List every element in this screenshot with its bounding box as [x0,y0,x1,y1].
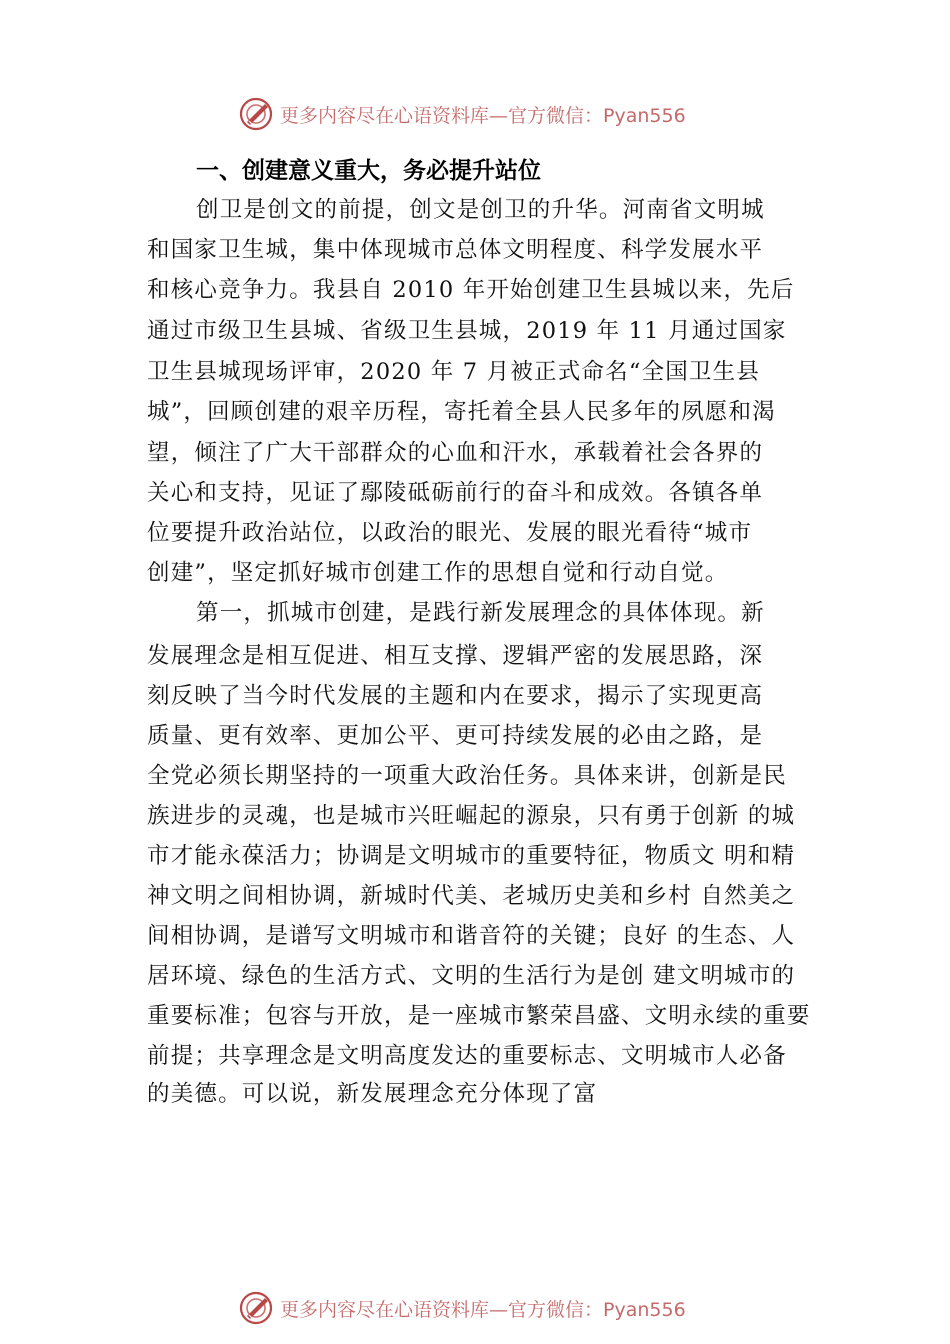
section-heading: 一、创建意义重大，务必提升站位 [196,158,541,184]
paragraph-2-line: 间相协调，是谱写文明城市和谐音符的关键；良好 的生态、人 [147,923,796,949]
paragraph-1-line: 和国家卫生城，集中体现城市总体文明程度、科学发展水平 [147,237,764,263]
paragraph-2-line: 族进步的灵魂，也是城市兴旺崛起的源泉，只有勇于创新 的城 [147,803,796,829]
header-banner [238,94,738,134]
paragraph-2-line: 第一，抓城市创建，是践行新发展理念的具体体现。新 [196,600,765,626]
paragraph-1-line: 创卫是创文的前提，创文是创卫的升华。河南省文明城 [196,197,765,223]
paragraph-2-line: 居环境、绿色的生活方式、文明的生活行为是创 建文明城市的 [147,963,796,989]
paragraph-2-line: 神文明之间相协调，新城时代美、老城历史美和乡村 自然美之 [147,883,796,909]
paragraph-2-line: 重要标准；包容与开放，是一座城市繁荣昌盛、文明永续的重要 [147,1003,811,1029]
footer-banner [238,1288,738,1328]
wechat-id: Pyan556 [603,104,686,127]
banner-label: 更多内容尽在心语资料库—官方微信： [280,104,604,127]
paragraph-2-line: 发展理念是相互促进、相互支撑、逻辑严密的发展思路，深 [147,643,764,669]
paragraph-2-line: 市才能永葆活力；协调是文明城市的重要特征，物质文 明和精 [147,843,796,869]
paragraph-1-line: 卫生县城现场评审，2020 年 7 月被正式命名“全国卫生县 [147,359,761,385]
paragraph-2-line: 前提；共享理念是文明高度发达的重要标志、文明城市人必备 [147,1043,787,1069]
paragraph-2-line: 全党必须长期坚持的一项重大政治任务。具体来讲，创新是民 [147,763,787,789]
brand-logo-icon [238,96,274,132]
paragraph-2-line: 质量、更有效率、更加公平、更可持续发展的必由之路，是 [147,723,764,749]
paragraph-1-line: 望，倾注了广大干部群众的心血和汗水，承载着社会各界的 [147,440,764,466]
brand-logo-icon [238,1290,274,1326]
banner-text [280,1295,686,1322]
paragraph-2-line: 的美德。可以说，新发展理念充分体现了富 [147,1081,598,1107]
paragraph-1-line: 城”，回顾创建的艰辛历程，寄托着全县人民多年的夙愿和渴 [147,399,776,425]
paragraph-2-line: 刻反映了当今时代发展的主题和内在要求，揭示了实现更高 [147,683,764,709]
paragraph-1-line: 创建”，坚定抓好城市创建工作的思想自觉和行动自觉。 [147,560,729,586]
banner-label: 更多内容尽在心语资料库—官方微信： [280,1298,604,1321]
paragraph-1-line: 和核心竞争力。我县自 2010 年开始创建卫生县城以来，先后 [147,277,795,303]
wechat-id: Pyan556 [603,1298,686,1321]
paragraph-1-line: 位要提升政治站位，以政治的眼光、发展的眼光看待“城市 [147,520,753,546]
paragraph-1-line: 通过市级卫生县城、省级卫生县城，2019 年 11 月通过国家 [147,318,787,344]
paragraph-1-line: 关心和支持，见证了鄢陵砥砺前行的奋斗和成效。各镇各单 [147,480,764,506]
banner-text [280,101,686,128]
